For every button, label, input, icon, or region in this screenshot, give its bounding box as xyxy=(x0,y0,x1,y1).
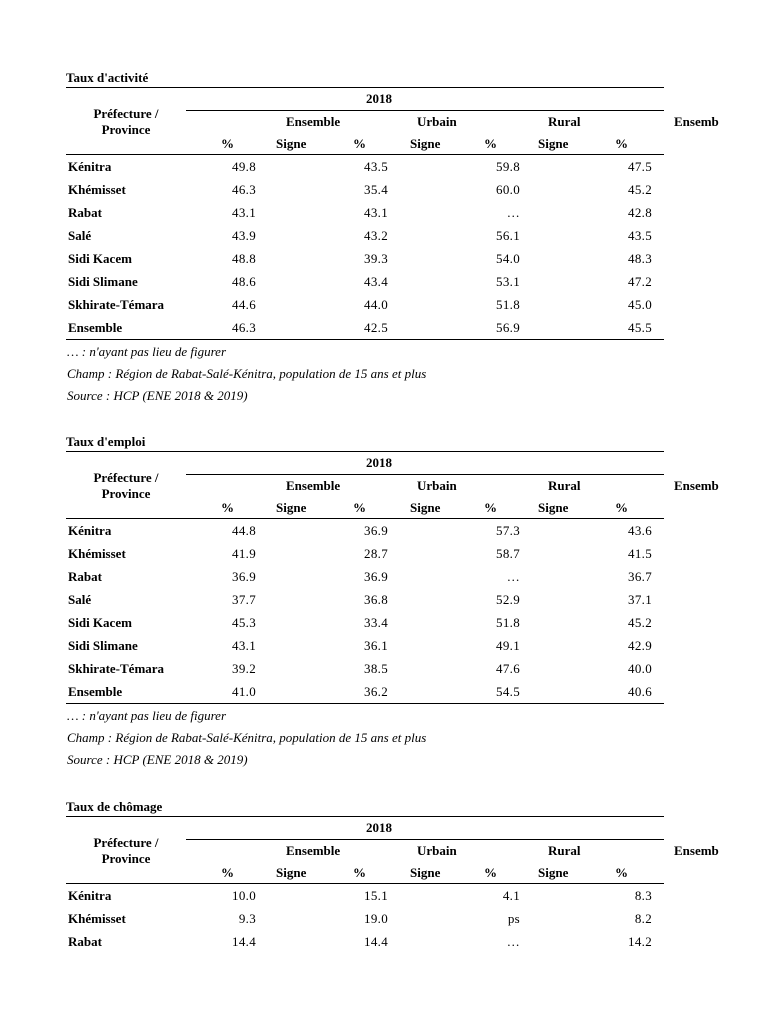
sub-header: % xyxy=(221,136,234,151)
data-table xyxy=(66,87,719,341)
sub-header: % xyxy=(615,865,628,880)
sub-header: Signe xyxy=(538,865,569,880)
value-cell-ensemble: 48.6 xyxy=(232,274,256,289)
group-header: Ensemble xyxy=(286,843,341,858)
value-cell-ensemble: 43.9 xyxy=(232,228,256,243)
value-cell-ensemble2: 48.3 xyxy=(628,251,652,266)
table-section xyxy=(66,68,719,407)
value-cell-ensemble: 43.1 xyxy=(232,205,256,220)
row-header-line-2: Province xyxy=(101,122,151,137)
sub-header: Signe xyxy=(410,865,441,880)
table-row xyxy=(66,155,766,178)
value-cell-urbain: 36.1 xyxy=(364,638,388,653)
group-header: Urbain xyxy=(417,478,457,493)
value-cell-ensemble2: 36.7 xyxy=(628,569,652,584)
note-line: Champ : Région de Rabat-Salé-Kénitra, population de 15 ans et plus xyxy=(67,366,427,381)
row-label: Rabat xyxy=(68,205,102,220)
table-row xyxy=(66,178,766,201)
sub-header: % xyxy=(353,865,366,880)
note-line: Champ : Région de Rabat-Salé-Kénitra, population de 15 ans et plus xyxy=(67,730,427,745)
value-cell-rural: 49.1 xyxy=(496,638,520,653)
group-header: Ensemb xyxy=(674,114,719,129)
value-cell-ensemble: 44.6 xyxy=(232,297,256,312)
row-header xyxy=(66,835,186,867)
value-cell-rural: 53.1 xyxy=(496,274,520,289)
note-line: Source : HCP (ENE 2018 & 2019) xyxy=(67,752,248,767)
table-row xyxy=(66,270,766,293)
table-row xyxy=(66,657,766,680)
value-cell-rural: 57.3 xyxy=(496,523,520,538)
year-header: 2018 xyxy=(366,820,392,835)
value-cell-urbain: 28.7 xyxy=(364,546,388,561)
value-cell-ensemble2: 45.2 xyxy=(628,182,652,197)
value-cell-urbain: 35.4 xyxy=(364,182,388,197)
value-cell-ensemble2: 42.8 xyxy=(628,205,652,220)
sub-header: Signe xyxy=(538,500,569,515)
value-cell-rural: 51.8 xyxy=(496,297,520,312)
sub-header: Signe xyxy=(276,865,307,880)
row-label: Khémisset xyxy=(68,182,126,197)
value-cell-urbain: 36.9 xyxy=(364,523,388,538)
data-table xyxy=(66,816,719,955)
value-cell-ensemble2: 40.0 xyxy=(628,661,652,676)
group-header: Ensemb xyxy=(674,478,719,493)
value-cell-ensemble2: 37.1 xyxy=(628,592,652,607)
table-row xyxy=(66,201,766,224)
value-cell-ensemble: 45.3 xyxy=(232,615,256,630)
row-label: Khémisset xyxy=(68,546,126,561)
value-cell-ensemble2: 8.3 xyxy=(634,888,652,903)
value-cell-rural: 59.8 xyxy=(496,159,520,174)
value-cell-ensemble: 49.8 xyxy=(232,159,256,174)
value-cell-ensemble2: 43.5 xyxy=(628,228,652,243)
value-cell-rural: 56.9 xyxy=(496,320,520,335)
row-label: Khémisset xyxy=(68,911,126,926)
note-line: … : n'ayant pas lieu de figurer xyxy=(67,708,227,723)
value-cell-urbain: 36.2 xyxy=(364,684,388,699)
section-title: Taux de chômage xyxy=(66,799,163,814)
row-header-line-1: Préfecture / xyxy=(93,106,159,121)
value-cell-ensemble2: 41.5 xyxy=(628,546,652,561)
value-cell-ensemble: 46.3 xyxy=(232,320,256,335)
table-row xyxy=(66,316,766,339)
group-header: Rural xyxy=(548,478,581,493)
group-header: Urbain xyxy=(417,843,457,858)
sub-header: % xyxy=(221,865,234,880)
table-row xyxy=(66,907,766,930)
table-top-rule xyxy=(66,87,664,88)
value-cell-ensemble: 46.3 xyxy=(232,182,256,197)
year-header: 2018 xyxy=(366,455,392,470)
sub-header: Signe xyxy=(410,500,441,515)
value-cell-urbain: 43.5 xyxy=(364,159,388,174)
row-label: Ensemble xyxy=(68,684,123,699)
sub-header: % xyxy=(484,865,497,880)
sub-header: Signe xyxy=(538,136,569,151)
value-cell-rural: 52.9 xyxy=(496,592,520,607)
row-label: Rabat xyxy=(68,934,102,949)
value-cell-rural: 60.0 xyxy=(496,182,520,197)
group-header: Rural xyxy=(548,114,581,129)
value-cell-ensemble: 14.4 xyxy=(232,934,256,949)
value-cell-urbain: 19.0 xyxy=(364,911,388,926)
value-cell-rural: 47.6 xyxy=(496,661,520,676)
row-label: Ensemble xyxy=(68,320,123,335)
table-section xyxy=(66,432,719,771)
row-header-line-2: Province xyxy=(101,851,151,866)
value-cell-ensemble: 48.8 xyxy=(232,251,256,266)
note-line: Source : HCP (ENE 2018 & 2019) xyxy=(67,388,248,403)
value-cell-ensemble: 36.9 xyxy=(232,569,256,584)
row-label: Kénitra xyxy=(68,523,112,538)
table-notes xyxy=(67,341,666,407)
group-header: Rural xyxy=(548,843,581,858)
value-cell-ensemble2: 14.2 xyxy=(628,934,652,949)
row-header-line-1: Préfecture / xyxy=(93,835,159,850)
table-row xyxy=(66,611,766,634)
value-cell-ensemble2: 40.6 xyxy=(628,684,652,699)
table-row xyxy=(66,224,766,247)
row-label: Sidi Kacem xyxy=(68,251,132,266)
value-cell-urbain: 39.3 xyxy=(364,251,388,266)
value-cell-rural: 56.1 xyxy=(496,228,520,243)
sub-header: % xyxy=(484,500,497,515)
row-label: Sidi Slimane xyxy=(68,638,138,653)
table-row xyxy=(66,519,766,542)
value-cell-ensemble: 41.9 xyxy=(232,546,256,561)
value-cell-ensemble2: 45.5 xyxy=(628,320,652,335)
row-label: Salé xyxy=(68,592,92,607)
row-header xyxy=(66,470,186,502)
value-cell-rural: 51.8 xyxy=(496,615,520,630)
value-cell-ensemble: 44.8 xyxy=(232,523,256,538)
row-label: Salé xyxy=(68,228,92,243)
row-header-line-1: Préfecture / xyxy=(93,470,159,485)
sub-header: % xyxy=(353,136,366,151)
value-cell-rural: … xyxy=(506,569,520,584)
group-header: Ensemble xyxy=(286,114,341,129)
sub-header: % xyxy=(615,136,628,151)
table-bottom-rule xyxy=(66,703,664,704)
value-cell-ensemble: 39.2 xyxy=(232,661,256,676)
table-row xyxy=(66,884,766,907)
section-title: Taux d'activité xyxy=(66,70,149,85)
row-header-line-2: Province xyxy=(101,486,151,501)
value-cell-rural: 54.5 xyxy=(496,684,520,699)
value-cell-rural: … xyxy=(506,205,520,220)
value-cell-urbain: 43.1 xyxy=(364,205,388,220)
row-label: Kénitra xyxy=(68,888,112,903)
table-row xyxy=(66,542,766,565)
value-cell-ensemble2: 45.2 xyxy=(628,615,652,630)
value-cell-ensemble: 41.0 xyxy=(232,684,256,699)
value-cell-urbain: 15.1 xyxy=(364,888,388,903)
value-cell-ensemble: 37.7 xyxy=(232,592,256,607)
value-cell-urbain: 36.8 xyxy=(364,592,388,607)
group-header: Urbain xyxy=(417,114,457,129)
value-cell-ensemble: 43.1 xyxy=(232,638,256,653)
table-row xyxy=(66,247,766,270)
table-bottom-rule xyxy=(66,339,664,340)
sub-header: % xyxy=(353,500,366,515)
value-cell-rural: … xyxy=(506,934,520,949)
row-label: Sidi Kacem xyxy=(68,615,132,630)
row-label: Rabat xyxy=(68,569,102,584)
value-cell-rural: 58.7 xyxy=(496,546,520,561)
note-line: … : n'ayant pas lieu de figurer xyxy=(67,344,227,359)
table-top-rule xyxy=(66,816,664,817)
value-cell-ensemble2: 47.2 xyxy=(628,274,652,289)
value-cell-ensemble: 10.0 xyxy=(232,888,256,903)
year-header: 2018 xyxy=(366,91,392,106)
value-cell-ensemble2: 47.5 xyxy=(628,159,652,174)
value-cell-rural: ps xyxy=(507,911,520,926)
table-row xyxy=(66,680,766,703)
table-row xyxy=(66,930,766,953)
group-header: Ensemb xyxy=(674,843,719,858)
sub-header: Signe xyxy=(410,136,441,151)
row-label: Kénitra xyxy=(68,159,112,174)
sub-header: % xyxy=(221,500,234,515)
row-label: Skhirate-Témara xyxy=(68,661,165,676)
row-header xyxy=(66,106,186,138)
table-row xyxy=(66,588,766,611)
value-cell-ensemble2: 8.2 xyxy=(634,911,652,926)
table-row xyxy=(66,634,766,657)
table-row xyxy=(66,293,766,316)
value-cell-ensemble2: 42.9 xyxy=(628,638,652,653)
value-cell-rural: 4.1 xyxy=(502,888,520,903)
row-label: Skhirate-Témara xyxy=(68,297,165,312)
value-cell-rural: 54.0 xyxy=(496,251,520,266)
table-top-rule xyxy=(66,451,664,452)
value-cell-urbain: 33.4 xyxy=(364,615,388,630)
sub-header: % xyxy=(484,136,497,151)
value-cell-urbain: 38.5 xyxy=(364,661,388,676)
sub-header: Signe xyxy=(276,136,307,151)
value-cell-urbain: 44.0 xyxy=(364,297,388,312)
table-section xyxy=(66,797,719,955)
value-cell-ensemble2: 45.0 xyxy=(628,297,652,312)
data-table xyxy=(66,451,719,705)
table-row xyxy=(66,565,766,588)
value-cell-urbain: 36.9 xyxy=(364,569,388,584)
sub-header: % xyxy=(615,500,628,515)
group-header: Ensemble xyxy=(286,478,341,493)
value-cell-urbain: 42.5 xyxy=(364,320,388,335)
value-cell-ensemble: 9.3 xyxy=(238,911,256,926)
sub-header: Signe xyxy=(276,500,307,515)
value-cell-ensemble2: 43.6 xyxy=(628,523,652,538)
value-cell-urbain: 14.4 xyxy=(364,934,388,949)
value-cell-urbain: 43.4 xyxy=(364,274,388,289)
row-label: Sidi Slimane xyxy=(68,274,138,289)
value-cell-urbain: 43.2 xyxy=(364,228,388,243)
table-notes xyxy=(67,705,666,771)
section-title: Taux d'emploi xyxy=(66,434,146,449)
